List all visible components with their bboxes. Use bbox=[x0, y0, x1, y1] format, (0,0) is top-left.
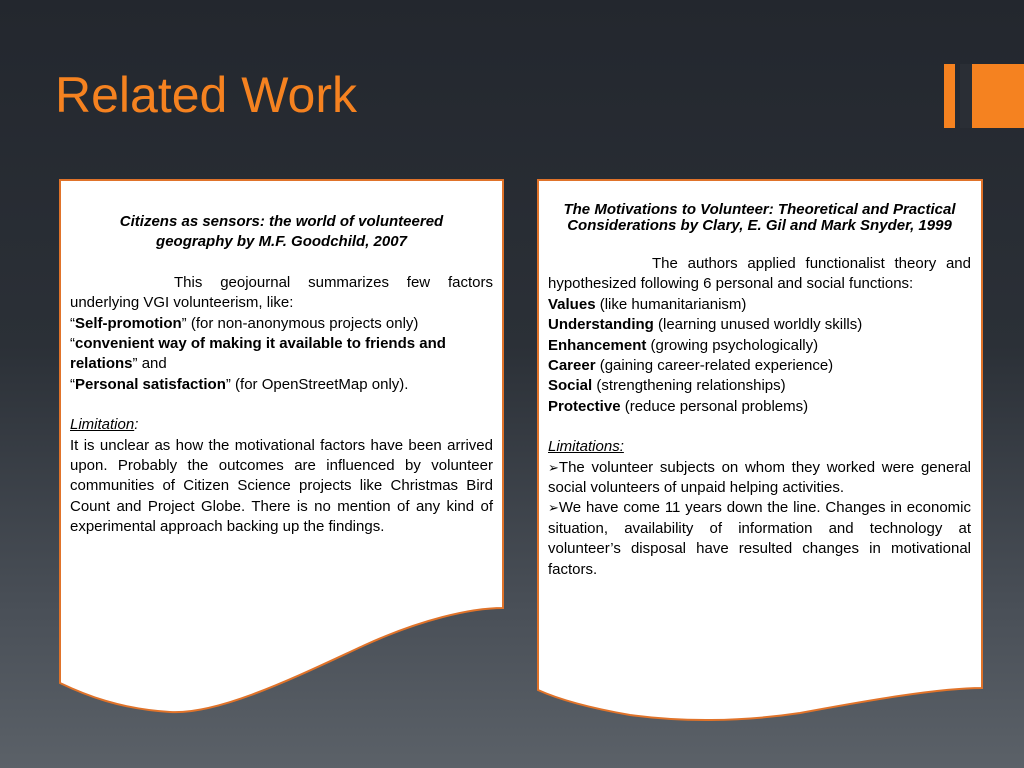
arrow-bullet-icon: ➢ bbox=[548, 500, 559, 516]
arrow-bullet-icon: ➢ bbox=[548, 459, 559, 475]
factor-item: “Personal satisfaction” (for OpenStreetMap only). bbox=[70, 375, 409, 393]
left-card-heading: Citizens as sensors: the world of volunteered geography by M.F. Goodchild, 2007 bbox=[119, 213, 444, 251]
right-card-heading: The Motivations to Volunteer: Theoretical and Practical Considerations by Clary, E. Gil and Mark Snyder, 1999 bbox=[563, 201, 956, 234]
function-item: Values (like humanitarianism) bbox=[548, 295, 747, 313]
limitation-heading: Limitation: bbox=[70, 416, 139, 434]
function-item: Career (gaining career-related experience) bbox=[548, 357, 834, 375]
function-item: Enhancement (growing psychologically) bbox=[548, 336, 819, 354]
right-card-content bbox=[548, 202, 971, 580]
limitation-bullet: ➢We have come 11 years down the line. Changes in economic situation, availability of information and technology at volunteer’s disposal have resulted changes in motivational factors. bbox=[548, 499, 971, 578]
slide-title: Related Work bbox=[55, 67, 357, 123]
left-card-intro: This geojournal summarizes few factors underlying VGI volunteerism, like: bbox=[70, 273, 493, 312]
limitation-text: It is unclear as how the motivational factors have been arrived upon. Probably the outcomes are influenced by volunteer communities of Citizen Science projects like Christmas Bird Count and Project Globe. There is no mention of any kind of experimental approach backing up the findings. bbox=[70, 436, 493, 536]
right-card-intro: The authors applied functionalist theory and hypothesized following 6 personal and social functions: bbox=[548, 255, 971, 293]
function-item: Protective (reduce personal problems) bbox=[548, 397, 809, 415]
left-card-content bbox=[70, 212, 493, 538]
function-item: Understanding (learning unused worldly skills) bbox=[548, 316, 863, 334]
limitations-heading: Limitations: bbox=[548, 438, 624, 456]
limitation-bullet: ➢The volunteer subjects on whom they worked were general social volunteers of unpaid helping activities. bbox=[548, 458, 971, 497]
function-item: Social (strengthening relationships) bbox=[548, 377, 786, 395]
factor-item: “Self-promotion” (for non-anonymous projects only) bbox=[70, 314, 419, 332]
factor-item: “convenient way of making it available to friends and relations” and bbox=[70, 335, 446, 373]
